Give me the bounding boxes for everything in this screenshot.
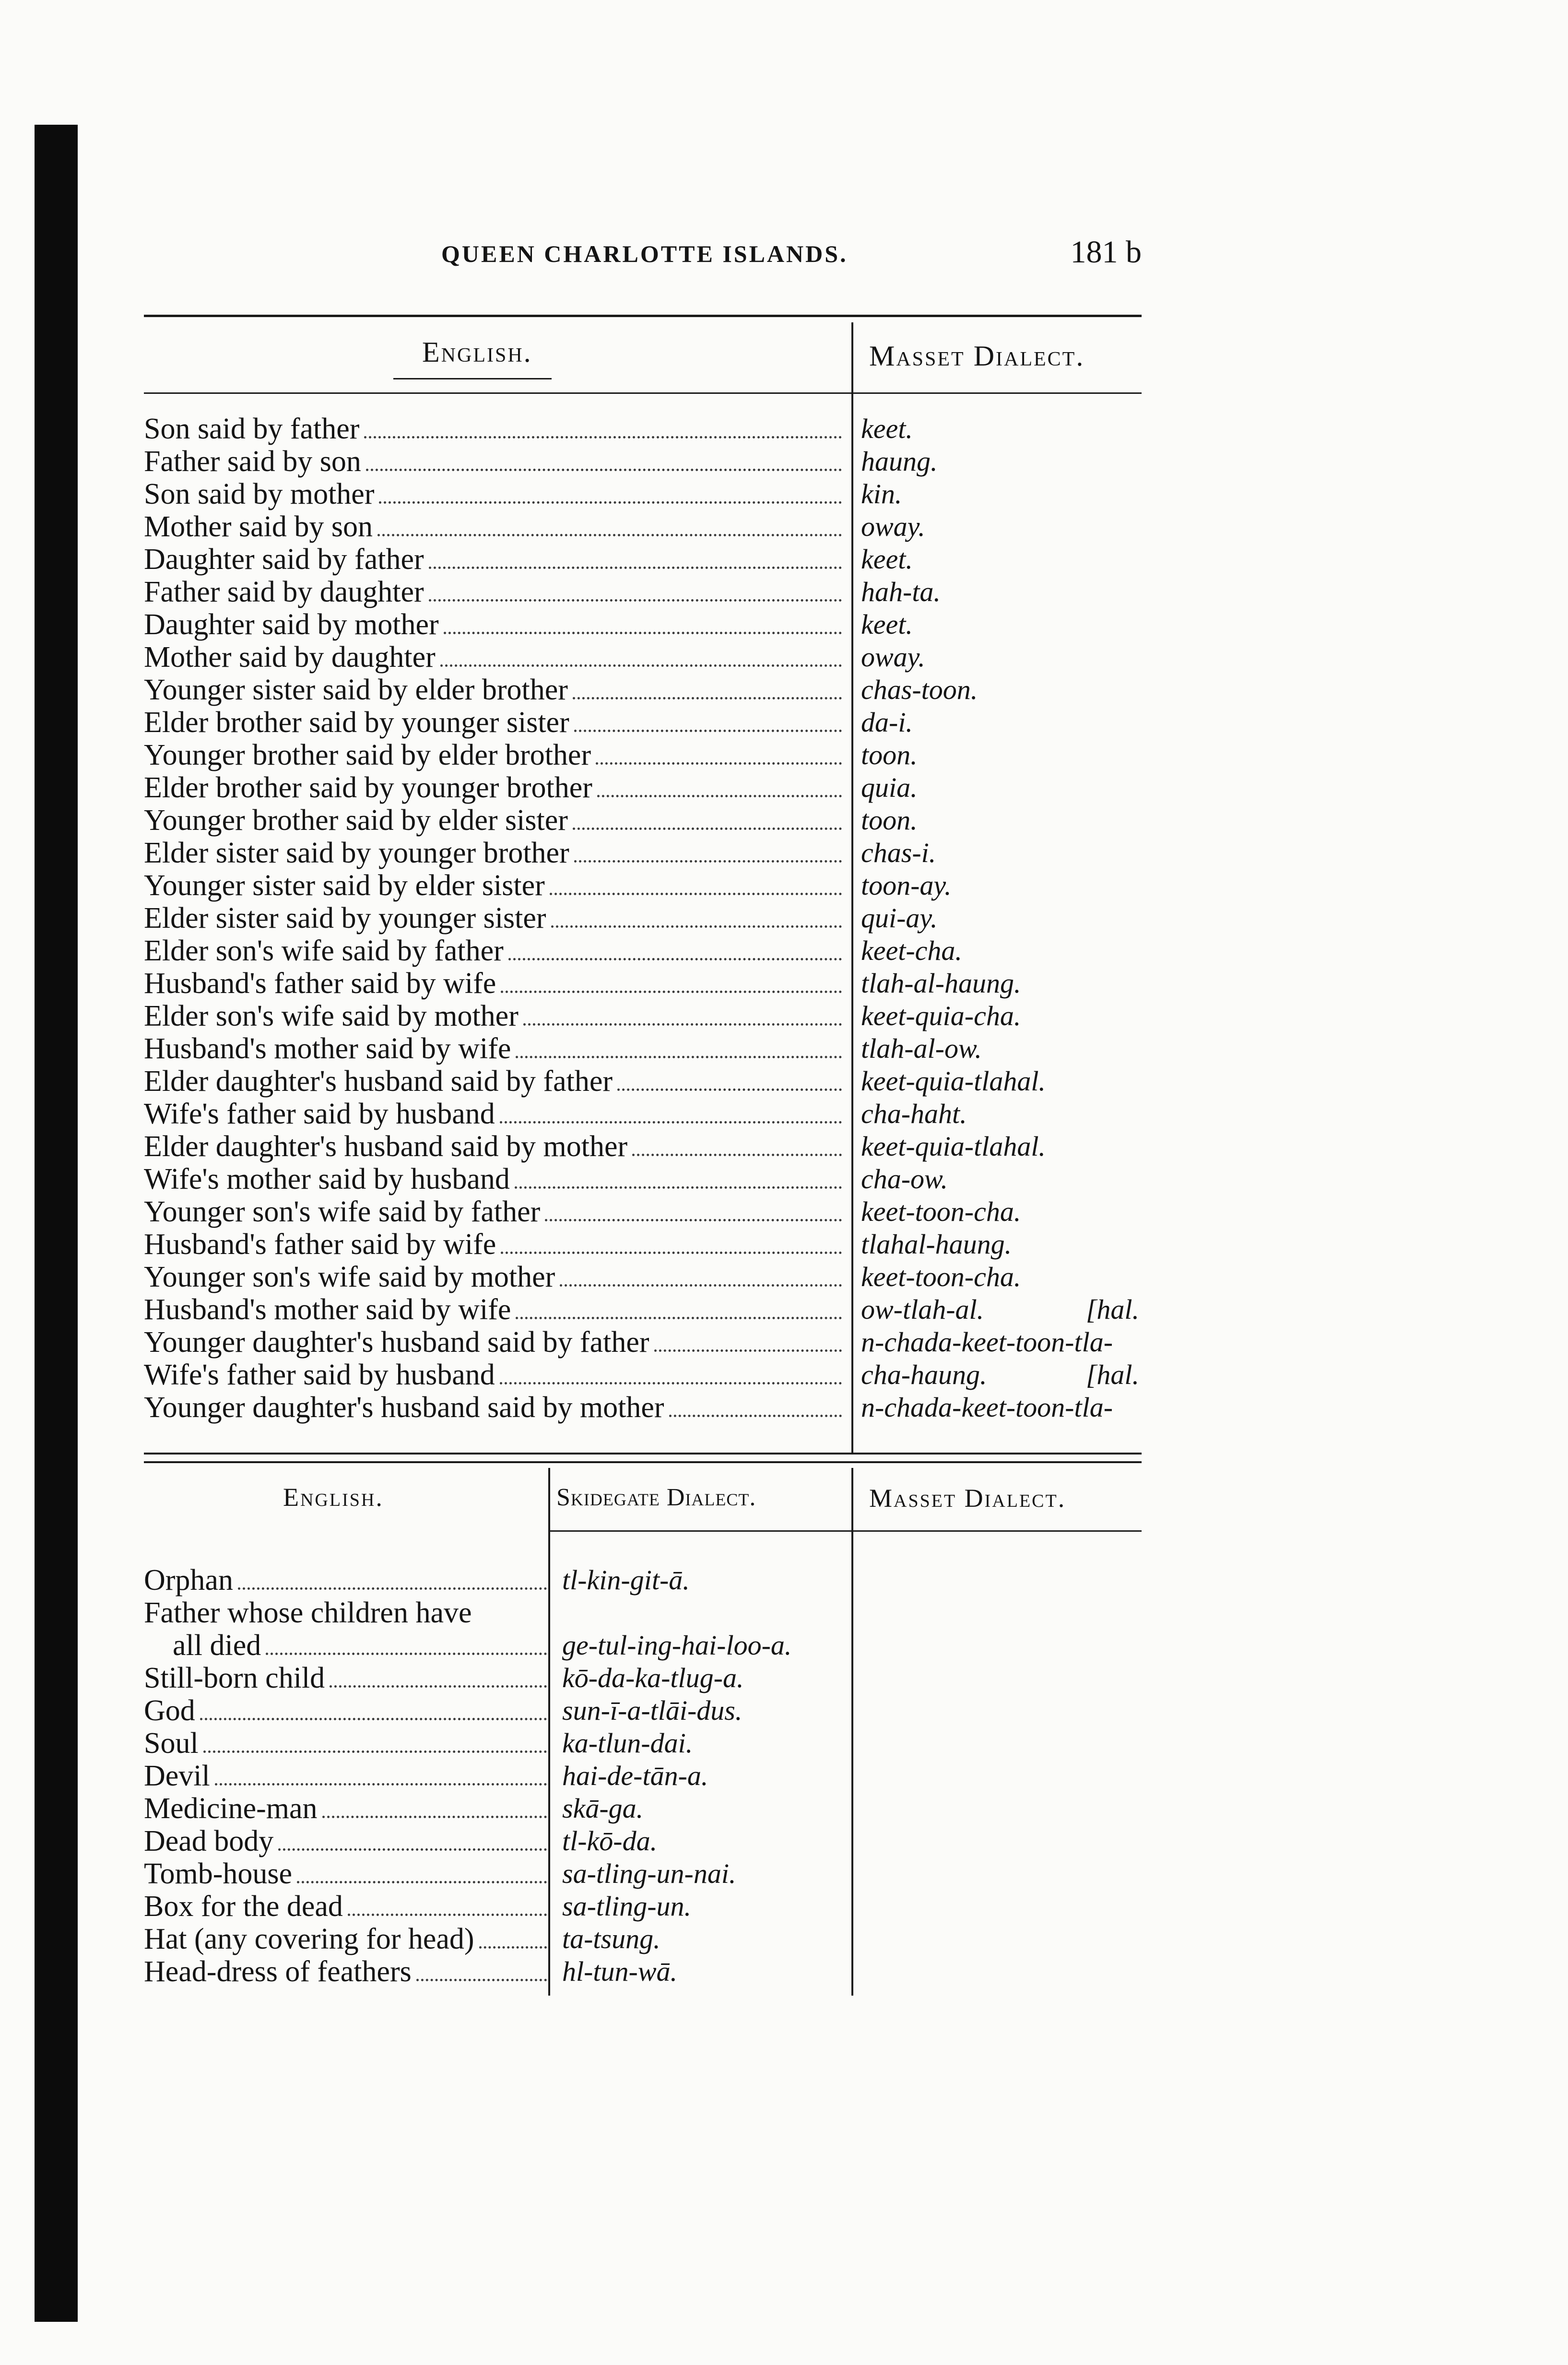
table1-dot-leader [632, 1154, 842, 1156]
table2-english-cell [144, 1760, 547, 1793]
table1-masset-cell: keet-quia-tlahal. [861, 1065, 1046, 1097]
table2-row [144, 1564, 1139, 1596]
table1-dot-leader [364, 436, 842, 438]
table1-english-cell [144, 608, 842, 642]
table1-dot-leader [444, 632, 842, 634]
table2-skidegate-cell: hai-de-tān-a. [562, 1760, 708, 1791]
table1-masset-cell: n-chada-keet-toon-tla- [861, 1326, 1113, 1358]
table1-english-label: Younger brother said by elder brother [144, 739, 591, 771]
table2-row [144, 1825, 1139, 1857]
table1-english-cell [144, 837, 842, 870]
table1-english-cell [144, 804, 842, 838]
page-number: 181 b [1070, 235, 1142, 270]
table1-english-label: Husband's father said by wife [144, 1228, 496, 1261]
table1-english-cell [144, 576, 842, 609]
table1-english-label: Wife's mother said by husband [144, 1163, 510, 1195]
table1-row [144, 1195, 1139, 1228]
table2-skidegate-cell: tl-kō-da. [562, 1825, 658, 1857]
table1-row [144, 1359, 1139, 1391]
table2-english-label: Medicine-man [144, 1792, 318, 1825]
table1-masset-cell: da-i. [861, 707, 913, 738]
table1-english-label: Wife's father said by husband [144, 1098, 495, 1130]
table2-english-cell [144, 1825, 547, 1858]
table1-masset-cell: keet-quia-cha. [861, 1000, 1021, 1031]
table1-english-cell [144, 1163, 842, 1196]
table1-english-cell [144, 1000, 842, 1033]
table1-english-label: Younger sister said by elder sister [144, 869, 545, 902]
table2-row [144, 1760, 1139, 1792]
table1-row [144, 837, 1139, 869]
table1-english-heading: English. [422, 336, 532, 368]
table1-dot-leader [654, 1349, 842, 1352]
table2-english-label: God [144, 1694, 195, 1727]
table1-note: [hal. [1085, 1294, 1139, 1325]
table2-skidegate-cell: ka-tlun-dai. [562, 1727, 693, 1759]
table2-row [144, 1955, 1139, 1988]
table1-dot-leader [377, 534, 842, 536]
table1-row [144, 478, 1139, 510]
table1-row [144, 1261, 1139, 1293]
table1-english-label: Elder son's wife said by mother [144, 1000, 519, 1032]
table1-english-label: Younger son's wife said by mother [144, 1261, 555, 1293]
table1-masset-cell: qui-ay. [861, 902, 938, 934]
table2-skidegate-cell: skā-ga. [562, 1793, 644, 1824]
table1-english-cell [144, 510, 842, 544]
table1-masset-cell: keet-cha. [861, 935, 962, 966]
table1-masset-cell: tlahal-haung. [861, 1229, 1012, 1260]
table1-masset-cell: hah-ta. [861, 576, 941, 607]
table1-english-cell [144, 934, 842, 968]
table2-skidegate-cell: sun-ī-a-tlāi-dus. [562, 1695, 743, 1726]
table1-masset-cell: keet. [861, 413, 913, 444]
table2-dot-leader [297, 1881, 547, 1883]
table1-row [144, 739, 1139, 771]
table1-masset-cell: keet-toon-cha. [861, 1261, 1021, 1292]
table2-row [144, 1792, 1139, 1825]
table2-row [144, 1727, 1139, 1760]
table1-masset-cell: keet. [861, 544, 913, 575]
table1-dot-leader [574, 730, 842, 732]
table1-masset-cell: tlah-al-ow. [861, 1033, 982, 1064]
table1-top-rule [144, 315, 1142, 317]
table1-english-cell [144, 967, 842, 1001]
table1-dot-leader [573, 697, 842, 699]
table2-english-cell [144, 1564, 547, 1597]
table1-english-label: Wife's father said by husband [144, 1359, 495, 1391]
table1-english-label: Elder daughter's husband said by father [144, 1065, 613, 1098]
table2-skidegate-cell: tl-kin-git-ā. [562, 1564, 690, 1596]
table1-masset-heading: Masset Dialect. [869, 340, 1085, 372]
table1-row [144, 1130, 1139, 1163]
table1-english-label: Elder daughter's husband said by mother [144, 1130, 628, 1163]
table1-note: [hal. [1085, 1359, 1139, 1390]
table2-skidegate-cell: sa-tling-un-nai. [562, 1858, 736, 1889]
table1-english-cell [144, 478, 842, 511]
table1-english-label: Husband's father said by wife [144, 967, 496, 1000]
table2-english-cell [144, 1662, 547, 1695]
table1-english-label: Elder brother said by younger sister [144, 706, 569, 739]
table1-dot-leader [500, 1382, 842, 1384]
table1-bottom-rule [144, 1453, 1142, 1454]
table1-masset-cell: kin. [861, 478, 902, 509]
table1-dot-leader [379, 501, 842, 504]
table1-english-cell [144, 869, 842, 903]
table2-dot-leader [278, 1848, 547, 1851]
table1-dot-leader [501, 991, 842, 993]
table1-english-cell [144, 1293, 842, 1327]
table1-english-cell [144, 1359, 842, 1392]
table1-english-label: Son said by father [144, 413, 360, 445]
table1-row [144, 641, 1139, 674]
table1-masset-cell: ow-tlah-al. [861, 1294, 984, 1325]
table1-dot-leader [440, 664, 842, 667]
table2-dot-leader [348, 1914, 547, 1916]
table1-masset-cell: cha-haht. [861, 1098, 967, 1129]
table2-dot-leader [416, 1979, 547, 1981]
table1-row [144, 706, 1139, 739]
table2-dot-leader [200, 1718, 547, 1720]
table2-english-cell [144, 1727, 547, 1761]
table1-row [144, 1163, 1139, 1195]
table1-english-cell [144, 1195, 842, 1229]
table2-english-label: Soul [144, 1727, 199, 1760]
table1-english-label: Younger daughter's husband said by father [144, 1326, 649, 1359]
table1-masset-cell: oway. [861, 511, 925, 542]
table1-dot-leader [669, 1415, 842, 1417]
table1-row [144, 1326, 1139, 1359]
table1-dot-leader [429, 599, 842, 602]
table2-row [144, 1694, 1139, 1727]
table1-row [144, 608, 1139, 641]
table2-dot-leader [479, 1946, 547, 1949]
table1-dot-leader [596, 762, 842, 765]
table1-dot-leader [545, 1219, 842, 1221]
table1-english-cell [144, 1326, 842, 1360]
table1-english-cell [144, 543, 842, 577]
table1-english-cell [144, 445, 842, 479]
table1-header-rule [144, 392, 1142, 394]
table2-row [144, 1923, 1139, 1955]
table1-english-cell [144, 674, 842, 707]
table2-english-cell [144, 1596, 547, 1629]
table1-masset-cell: toon-ay. [861, 870, 952, 901]
table1-dot-leader [523, 1023, 842, 1026]
table1-row [144, 1032, 1139, 1065]
table1-english-label: Elder son's wife said by father [144, 934, 504, 967]
table1-masset-cell: tlah-al-haung. [861, 968, 1021, 999]
table2-english-cell [144, 1955, 547, 1989]
table1-row [144, 1000, 1139, 1032]
table1-dot-leader [551, 925, 842, 928]
table2-english-label: Devil [144, 1760, 210, 1792]
table2-row [144, 1857, 1139, 1890]
table1-dot-leader [429, 567, 842, 569]
table1-masset-cell: cha-ow. [861, 1163, 948, 1194]
table2-row [144, 1890, 1139, 1923]
table2-english-cell [144, 1857, 547, 1891]
table1-masset-cell: n-chada-keet-toon-tla- [861, 1392, 1113, 1423]
table1-masset-cell: toon. [861, 739, 918, 770]
table1-english-label: Husband's mother said by wife [144, 1032, 511, 1065]
table1-row [144, 1098, 1139, 1130]
table1-masset-cell: keet-quia-tlahal. [861, 1131, 1046, 1162]
table1-english-label: Son said by mother [144, 478, 375, 510]
table1-row [144, 543, 1139, 576]
table2-english-cell [144, 1792, 547, 1826]
table2-english-cell [173, 1629, 547, 1663]
table1-row [144, 771, 1139, 804]
table1-dot-leader [573, 828, 842, 830]
table1-dot-leader [515, 1186, 842, 1189]
table1-row [144, 413, 1139, 445]
table1-row [144, 934, 1139, 967]
table2-english-cell [144, 1890, 547, 1924]
table1-english-cell [144, 771, 842, 805]
table1-english-heading-underline [393, 378, 552, 379]
table2-english-label: Box for the dead [144, 1890, 343, 1923]
table1-english-cell [144, 413, 842, 446]
table1-english-cell [144, 1130, 842, 1164]
table1-row [144, 674, 1139, 706]
table1-english-cell [144, 1228, 842, 1262]
table1-english-label: Husband's mother said by wife [144, 1293, 511, 1326]
table1-row [144, 576, 1139, 608]
table2-row [144, 1596, 1139, 1629]
table1-row [144, 1391, 1139, 1424]
table2-english-cell [144, 1694, 547, 1728]
table1-english-cell [144, 739, 842, 772]
table2-masset-heading: Masset Dialect. [869, 1484, 1066, 1513]
table1-row [144, 967, 1139, 1000]
table1-english-label: Mother said by daughter [144, 641, 436, 674]
table1-dot-leader [617, 1088, 842, 1091]
table2-row [144, 1629, 1139, 1662]
table1-dot-leader [500, 1121, 842, 1123]
table1-english-cell [144, 706, 842, 740]
table2-skidegate-cell: hl-tun-wā. [562, 1956, 678, 1987]
table1-row [144, 1065, 1139, 1098]
table2-skidegate-cell: sa-tling-un. [562, 1891, 692, 1922]
table1-dot-leader [597, 795, 842, 797]
table2-english-label: Still-born child [144, 1662, 325, 1694]
table2-english-label: all died [173, 1629, 261, 1662]
table1-english-label: Younger son's wife said by father [144, 1195, 541, 1228]
table1-masset-cell: chas-i. [861, 837, 936, 868]
table2-english-heading: English. [283, 1483, 384, 1512]
table2-header-rule [548, 1530, 1142, 1532]
table2-dot-leader [322, 1816, 547, 1818]
table2-skidegate-cell: ge-tul-ing-hai-loo-a. [562, 1630, 792, 1661]
table1-masset-cell: toon. [861, 804, 918, 836]
table1-english-cell [144, 1032, 842, 1066]
table2-english-label: Father whose children have [144, 1596, 472, 1629]
table1-english-cell [144, 1261, 842, 1294]
table1-dot-leader [508, 958, 842, 960]
page-header [144, 235, 1142, 278]
table2-english-label: Dead body [144, 1825, 274, 1857]
table1-row [144, 1228, 1139, 1261]
table1-masset-cell: oway. [861, 641, 925, 673]
table2-dot-leader [203, 1750, 547, 1753]
table1-english-label: Father said by daughter [144, 576, 424, 608]
table1-dot-leader [560, 1284, 842, 1287]
table1-dot-leader [516, 1056, 842, 1058]
table1-masset-cell: haung. [861, 446, 938, 477]
table1-dot-leader [366, 469, 842, 471]
table1-masset-cell: cha-haung. [861, 1359, 987, 1390]
table1-english-label: Daughter said by mother [144, 608, 439, 641]
table2-english-cell [144, 1923, 547, 1956]
table2-english-label: Tomb-house [144, 1857, 293, 1890]
table1-masset-cell: keet-toon-cha. [861, 1196, 1021, 1227]
table1-dot-leader [550, 893, 842, 895]
table1-english-label: Younger brother said by elder sister [144, 804, 568, 837]
table1-dot-leader [501, 1252, 842, 1254]
book-spine-shadow [35, 125, 78, 2322]
table2-english-label: Hat (any covering for head) [144, 1923, 474, 1955]
table1-english-cell [144, 1098, 842, 1131]
table1-masset-cell: quia. [861, 772, 918, 803]
table1-row [144, 804, 1139, 837]
table1-dot-leader [516, 1317, 842, 1319]
table1-english-label: Daughter said by father [144, 543, 424, 576]
table1-row [144, 510, 1139, 543]
table1-english-label: Mother said by son [144, 510, 373, 543]
table2-skidegate-heading: Skidegate Dialect. [556, 1484, 756, 1511]
table1-row [144, 869, 1139, 902]
table1-bottom-rule-2 [144, 1461, 1142, 1463]
table1-english-cell [144, 902, 842, 935]
table2-skidegate-cell: ta-tsung. [562, 1923, 660, 1954]
table1-masset-cell: chas-toon. [861, 674, 978, 705]
table1-english-cell [144, 641, 842, 674]
table2-english-label: Head-dress of feathers [144, 1955, 412, 1988]
table2-dot-leader [215, 1783, 547, 1786]
table1-english-cell [144, 1391, 842, 1425]
table2-dot-leader [266, 1653, 547, 1655]
table2-english-label: Orphan [144, 1564, 233, 1596]
table1-english-label: Younger sister said by elder brother [144, 674, 568, 706]
table1-english-label: Elder brother said by younger brother [144, 771, 592, 804]
table1-row [144, 902, 1139, 934]
running-title: QUEEN CHARLOTTE ISLANDS. [441, 240, 848, 267]
table1-english-label: Younger daughter's husband said by mother [144, 1391, 664, 1424]
table1-masset-cell: keet. [861, 609, 913, 640]
table2-dot-leader [238, 1587, 547, 1590]
table1-english-label: Father said by son [144, 445, 361, 478]
table2-dot-leader [330, 1685, 547, 1688]
table1-english-label: Elder sister said by younger sister [144, 902, 546, 934]
table2-row [144, 1662, 1139, 1694]
table1-row [144, 1293, 1139, 1326]
table1-dot-leader [574, 860, 842, 863]
table1-english-label: Elder sister said by younger brother [144, 837, 569, 869]
table1-english-cell [144, 1065, 842, 1099]
table1-row [144, 445, 1139, 478]
table2-skidegate-cell: kō-da-ka-tlug-a. [562, 1662, 744, 1693]
